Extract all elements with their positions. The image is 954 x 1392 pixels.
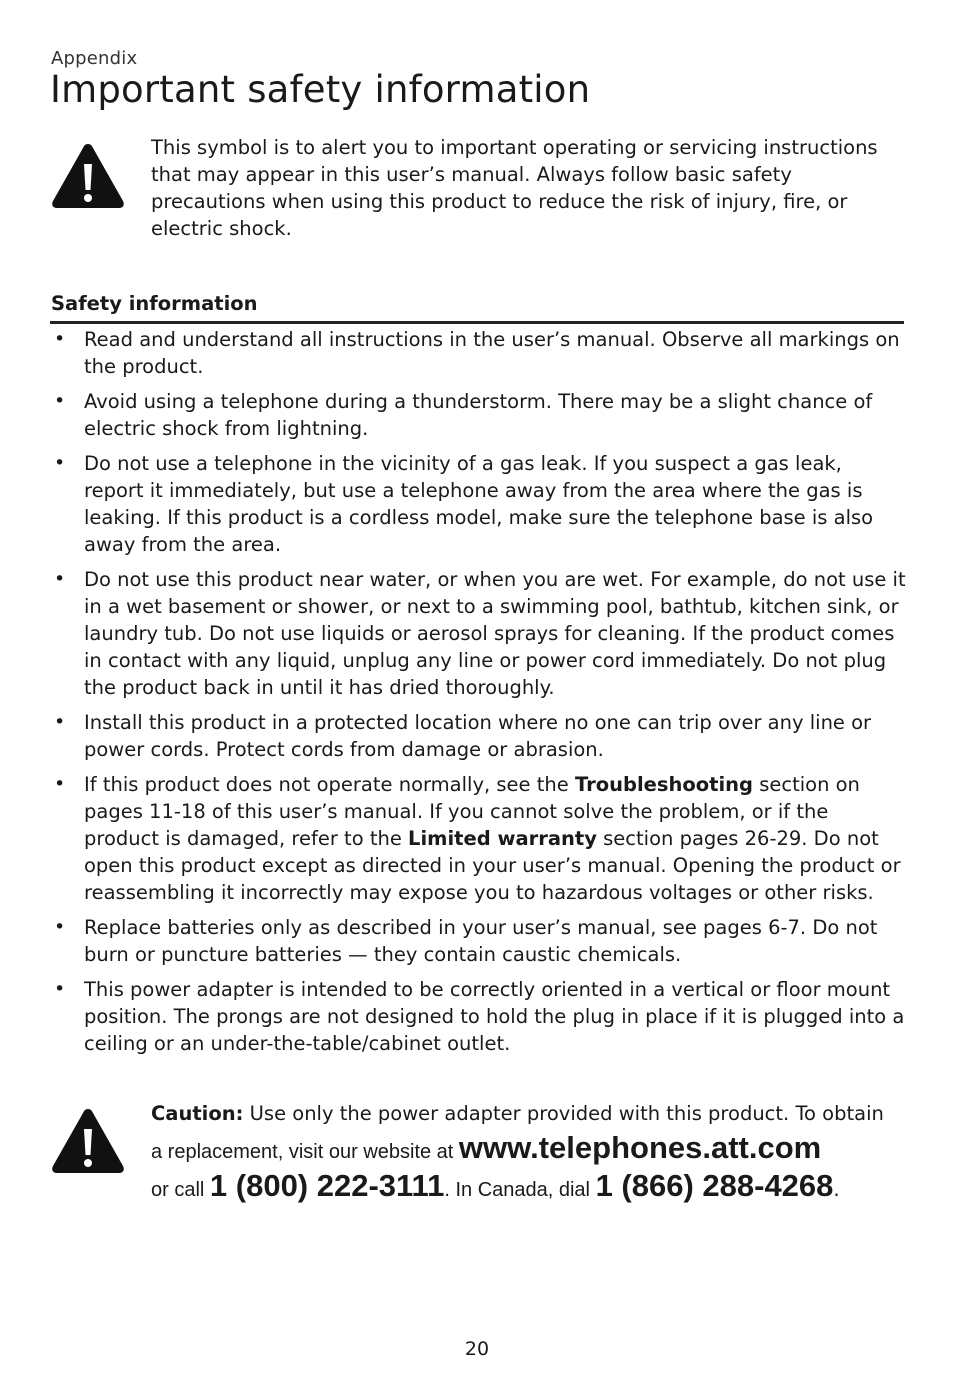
page-title: Important safety information [50,68,591,111]
list-item-text: Read and understand all instructions in the user’s manual. Observe all markings on the product. [84,328,900,378]
bullet-icon: • [54,328,66,350]
us-phone-number: 1 (800) 222-3111 [209,1168,445,1203]
page-number: 20 [464,1338,490,1360]
list-item-text: Replace batteries only as described in your user’s manual, see pages 6-7. Do not burn or puncture batteries — they contain caustic chemicals. [84,916,878,966]
bullet-icon: • [54,916,66,938]
bullet-icon: • [54,773,66,795]
list-item [51,976,907,1057]
list-item [51,450,907,558]
list-item [51,388,907,442]
heading-rule [50,321,904,324]
safety-heading: Safety information [51,292,258,315]
bullet-icon: • [54,978,66,1000]
section-label: Appendix [51,48,138,69]
warning-triangle-icon [51,1108,125,1174]
list-item [51,914,907,968]
intro-paragraph: This symbol is to alert you to important operating or servicing instructions that may appear in this user’s manual. Always follow basic safety precautions when using this product to reduce the risk of injury, fire, or electric shock. [151,136,878,240]
canada-phone-number: 1 (866) 288-4268 [595,1168,834,1203]
caution-paragraph: Caution: Use only the power adapter provided with this product. To obtain a replacement, visit our website at www.telephones.att.com or call 1 (800) 222-3111. In Canada, dial 1 (866) 288-4268. [151,1102,884,1203]
bullet-icon: • [54,452,66,474]
bullet-icon: • [54,390,66,412]
list-item [51,326,907,380]
website-link[interactable]: www.telephones.att.com [458,1130,822,1165]
list-item [51,566,907,701]
list-item-text: Do not use a telephone in the vicinity of a gas leak. If you suspect a gas leak, report it immediately, but use a telephone away from the area where the gas is leaking. If this product is a cordless model, make sure the telephone base is also away from the area. [84,452,874,556]
troubleshooting-reference: Troubleshooting [574,773,753,796]
warning-triangle-icon [51,143,125,209]
list-item-text: If this product does not operate normally, see the Troubleshooting section on pages 11-18 of this user’s manual. If you cannot solve the problem, or if the product is damaged, refer to the Limited warranty section pages 26-29. Do not open this product except as directed in your user’s manual. Opening the product or reassembling it incorrectly may expose you to hazardous voltages or other risks. [84,773,901,904]
list-item-text: Do not use this product near water, or when you are wet. For example, do not use it in a wet basement or shower, or next to a swimming pool, bathtub, kitchen sink, or laundry tub. Do not use liquids or aerosol sprays for cleaning. If the product comes in contact with any liquid, unplug any line or power cord immediately. Do not plug the product back in until it has dried thoroughly. [84,568,906,699]
caution-label: Caution: [151,1102,244,1125]
list-item [51,709,907,763]
bullet-icon: • [54,568,66,590]
list-item-text: This power adapter is intended to be correctly oriented in a vertical or floor mount position. The prongs are not designed to hold the plug in place if it is plugged into a ceiling or an under-the-table/cabinet outlet. [84,978,905,1055]
bullet-icon: • [54,711,66,733]
limited-warranty-reference: Limited warranty [408,827,597,850]
safety-list [51,326,907,1065]
list-item-text: Avoid using a telephone during a thunderstorm. There may be a slight chance of electric shock from lightning. [84,390,873,440]
list-item [51,771,907,906]
list-item-text: Install this product in a protected location where no one can trip over any line or power cords. Protect cords from damage or abrasion. [84,711,872,761]
